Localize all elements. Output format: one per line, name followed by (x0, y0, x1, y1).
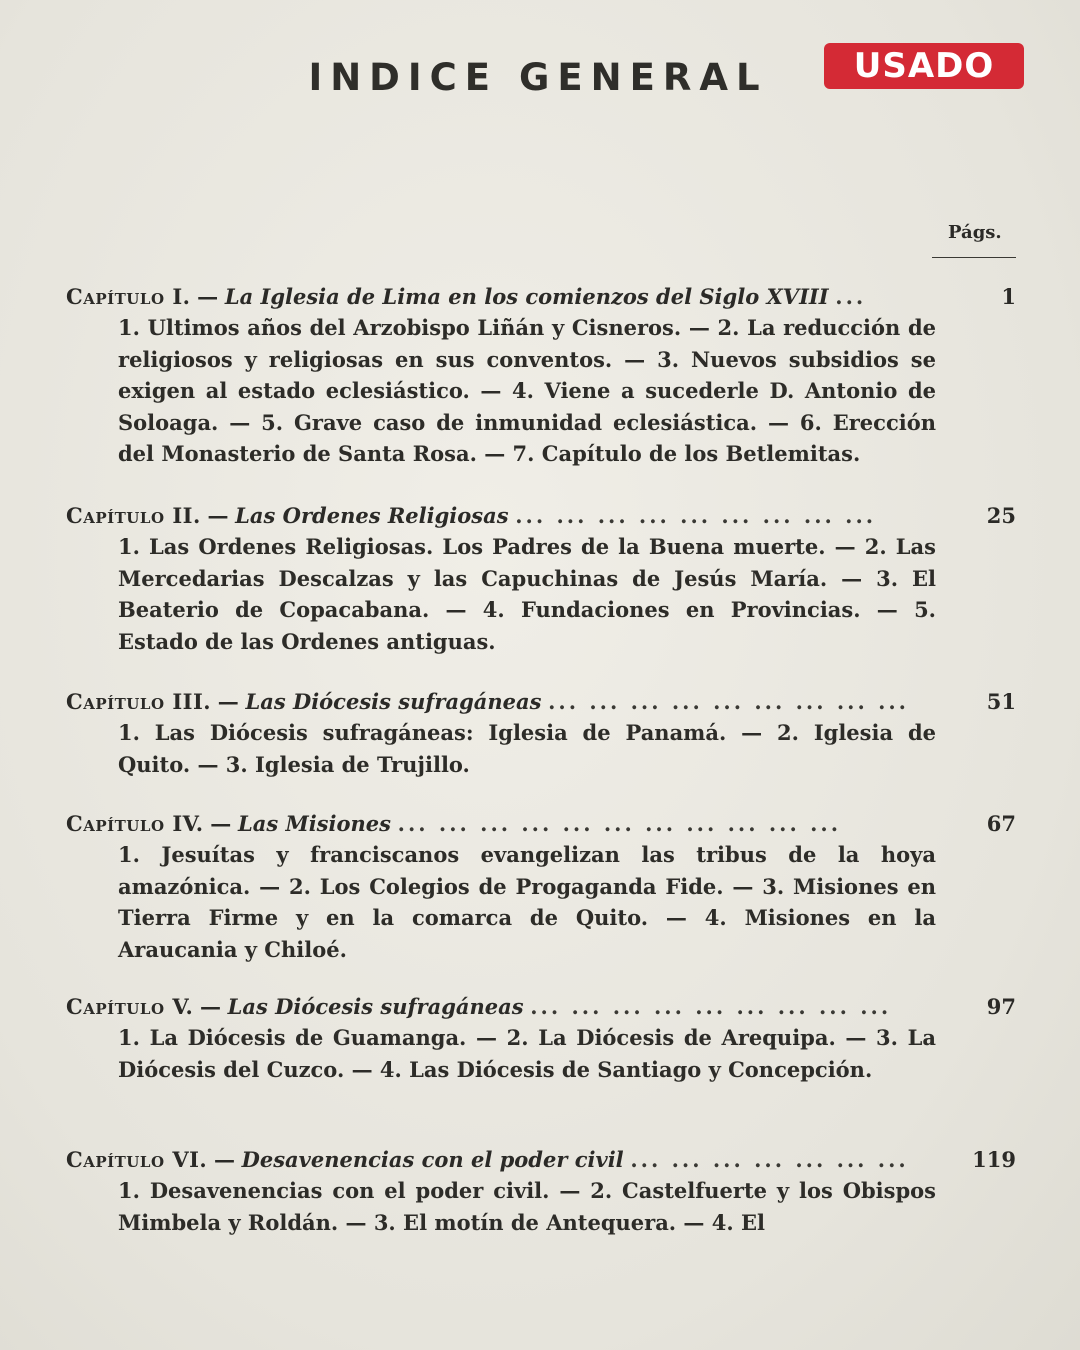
chapter-summary-text: 1. Las Diócesis sufragáneas: Iglesia de Panamá. — 2. Iglesia de Quito. — 3. Iglesia de Trujillo. (118, 720, 936, 777)
chapter-entry (66, 1144, 1016, 1238)
chapter-page-number: 25 (986, 503, 1016, 528)
chapter-summary (118, 531, 936, 657)
chapter-page-number: 51 (986, 689, 1016, 714)
chapter-dash: — (210, 811, 232, 836)
chapter-dash: — (197, 284, 219, 309)
chapter-summary (118, 1175, 936, 1238)
chapter-title: La Iglesia de Lima en los comienzos del Siglo XVIII (224, 284, 829, 309)
chapter-heading (66, 991, 1016, 1022)
chapter-title: Las Misiones (237, 811, 391, 836)
chapter-page-number: 97 (986, 994, 1016, 1019)
chapter-leader-dots: ... ... ... ... ... ... ... ... ... ... ... (397, 811, 842, 836)
chapter-label: Capítulo VI. (66, 1147, 208, 1172)
chapter-title: Las Diócesis sufragáneas (227, 994, 524, 1019)
chapter-summary-text: 1. Ultimos años del Arzobispo Liñán y Cisneros. — 2. La reducción de religiosos y religiosas en sus conventos. — 3. Nuevos subsidios se exigen al estado eclesiástico. — 4. Viene a sucederle D. Antonio de Soloaga. — 5. Grave caso de inmunidad eclesiástica. — 6. Erección del Monasterio de Santa Rosa. — 7. Capítulo de los Betlemitas. (118, 315, 936, 466)
chapter-label: Capítulo II. (66, 503, 201, 528)
chapter-dash: — (217, 689, 239, 714)
chapter-leader-dots: ... ... ... ... ... ... ... ... ... (530, 994, 892, 1019)
chapter-summary (118, 1022, 936, 1085)
chapter-dash: — (213, 1147, 235, 1172)
chapter-label: Capítulo V. (66, 994, 194, 1019)
chapter-heading (66, 808, 1016, 839)
chapter-heading (66, 500, 1016, 531)
chapter-label: Capítulo I. (66, 284, 191, 309)
chapter-dash: — (207, 503, 229, 528)
chapter-label: Capítulo IV. (66, 811, 204, 836)
chapter-page-number: 67 (986, 811, 1016, 836)
chapter-summary-text: 1. Las Ordenes Religiosas. Los Padres de la Buena muerte. — 2. Las Mercedarias Descalzas y las Capuchinas de Jesús María. — 3. El Beaterio de Copacabana. — 4. Fundaciones en Provincias. — 5. Estado de las Ordenes antiguas. (118, 534, 936, 654)
used-badge: USADO (824, 43, 1024, 89)
chapter-entry (66, 281, 1016, 470)
pages-column-rule (932, 257, 1016, 258)
chapter-summary-text: 1. La Diócesis de Guamanga. — 2. La Diócesis de Arequipa. — 3. La Diócesis del Cuzco. — 4. Las Diócesis de Santiago y Concepción. (118, 1025, 936, 1082)
chapter-page-number: 119 (972, 1147, 1016, 1172)
chapter-summary-text: 1. Jesuítas y franciscanos evangelizan las tribus de la hoya amazónica. — 2. Los Colegios de Progaganda Fide. — 3. Misiones en Tierra Firme y en la comarca de Quito. — 4. Misiones en la Araucania y Chiloé. (118, 842, 936, 962)
chapter-summary (118, 839, 936, 965)
chapter-title: Las Ordenes Religiosas (235, 503, 509, 528)
chapter-leader-dots: ... ... ... ... ... ... ... ... ... (548, 689, 909, 714)
chapter-leader-dots: ... (835, 284, 867, 309)
chapter-heading (66, 281, 1016, 312)
chapter-title: Desavenencias con el poder civil (241, 1147, 624, 1172)
chapter-heading (66, 686, 1016, 717)
chapter-heading (66, 1144, 1016, 1175)
chapter-summary-text: 1. Desavenencias con el poder civil. — 2. Castelfuerte y los Obispos Mimbela y Roldán. — 3. El motín de Antequera. — 4. El (118, 1178, 936, 1235)
chapter-entry (66, 808, 1016, 965)
pages-column-label: Págs. (948, 222, 1002, 243)
chapter-summary (118, 717, 936, 780)
chapter-entry (66, 686, 1016, 780)
chapter-label: Capítulo III. (66, 689, 212, 714)
chapter-summary (118, 312, 936, 470)
chapter-title: Las Diócesis sufragáneas (245, 689, 542, 714)
chapter-entry (66, 500, 1016, 657)
chapter-entry (66, 991, 1016, 1085)
page-title: INDICE GENERAL (308, 56, 768, 99)
chapter-page-number: 1 (1001, 284, 1016, 309)
chapter-leader-dots: ... ... ... ... ... ... ... ... ... (515, 503, 877, 528)
chapter-leader-dots: ... ... ... ... ... ... ... (630, 1147, 909, 1172)
chapter-dash: — (199, 994, 221, 1019)
